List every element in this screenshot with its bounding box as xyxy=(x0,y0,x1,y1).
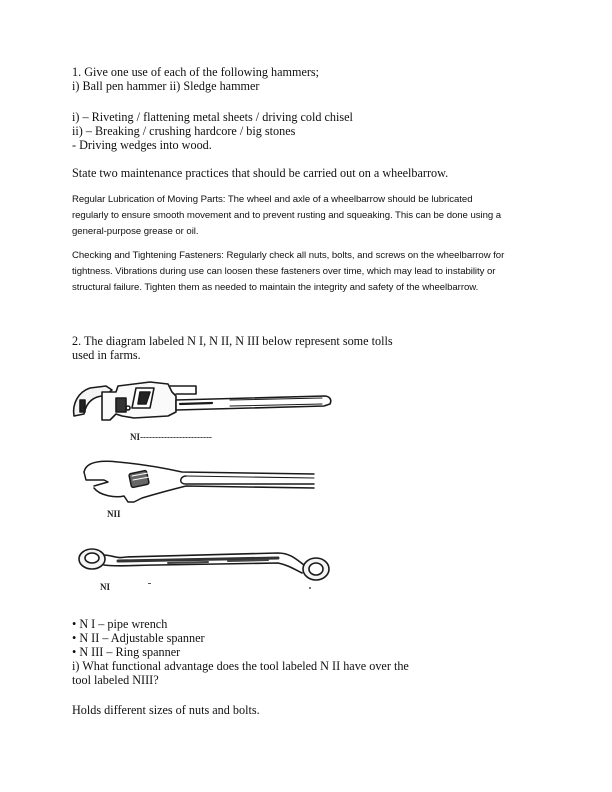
sub-question-line: i) What functional advantage does the tool labeled N II have over the xyxy=(72,659,409,673)
sub-question-line: tool labeled NIII? xyxy=(72,673,159,687)
wheelbarrow-answer-fasteners xyxy=(72,248,542,296)
pipe-wrench-illustration xyxy=(72,378,334,428)
question-2-line: 2. The diagram labeled N I, N II, N III below represent some tolls xyxy=(72,334,393,348)
wheelbarrow-answer-lubrication xyxy=(72,192,542,240)
sub-question-answer: Holds different sizes of nuts and bolts. xyxy=(72,703,260,717)
figure-label-niii: NI xyxy=(100,582,111,592)
question-1-line: 1. Give one use of each of the following hammers; xyxy=(72,65,320,79)
list-item: • N II – Adjustable spanner xyxy=(72,631,205,645)
answer-line: Checking and Tightening Fasteners: Regularly check all nuts, bolts, and screws on the wheelbarrow for xyxy=(72,250,505,261)
answer-1-line: - Driving wedges into wood. xyxy=(72,138,212,152)
answer-1-line: ii) – Breaking / crushing hardcore / big stones xyxy=(72,124,296,138)
figure-label-ni: NI------------------------ xyxy=(130,432,212,442)
answer-line: Regular Lubrication of Moving Parts: The wheel and axle of a wheelbarrow should be lubricated xyxy=(72,194,473,205)
wheelbarrow-question: State two maintenance practices that should be carried out on a wheelbarrow. xyxy=(72,166,449,180)
answer-line: tightness. Vibrations during use can loosen these fasteners over time, which may lead to instability or xyxy=(72,266,496,277)
answer-line: structural failure. Tighten them as needed to maintain the integrity and safety of the wheelbarrow. xyxy=(72,282,479,293)
list-item: • N III – Ring spanner xyxy=(72,645,181,659)
question-2 xyxy=(72,334,542,362)
list-item: • N I – pipe wrench xyxy=(72,617,168,631)
answer-line: general-purpose grease or oil. xyxy=(72,226,199,237)
tool-identification-list xyxy=(72,617,542,687)
question-1-line: i) Ball pen hammer ii) Sledge hammer xyxy=(72,79,260,93)
scan-speck xyxy=(309,587,311,589)
ring-spanner-illustration xyxy=(78,543,340,583)
answer-1-line: i) – Riveting / flattening metal sheets / driving cold chisel xyxy=(72,110,353,124)
question-2-line: used in farms. xyxy=(72,348,141,362)
adjustable-spanner-illustration xyxy=(82,458,332,508)
scan-speck xyxy=(148,583,151,584)
question-1 xyxy=(72,65,542,93)
answer-1 xyxy=(72,110,542,152)
figure-label-nii: NII xyxy=(107,509,121,519)
answer-line: regularly to ensure smooth movement and to prevent rusting and squeaking. This can be done using a xyxy=(72,210,502,221)
